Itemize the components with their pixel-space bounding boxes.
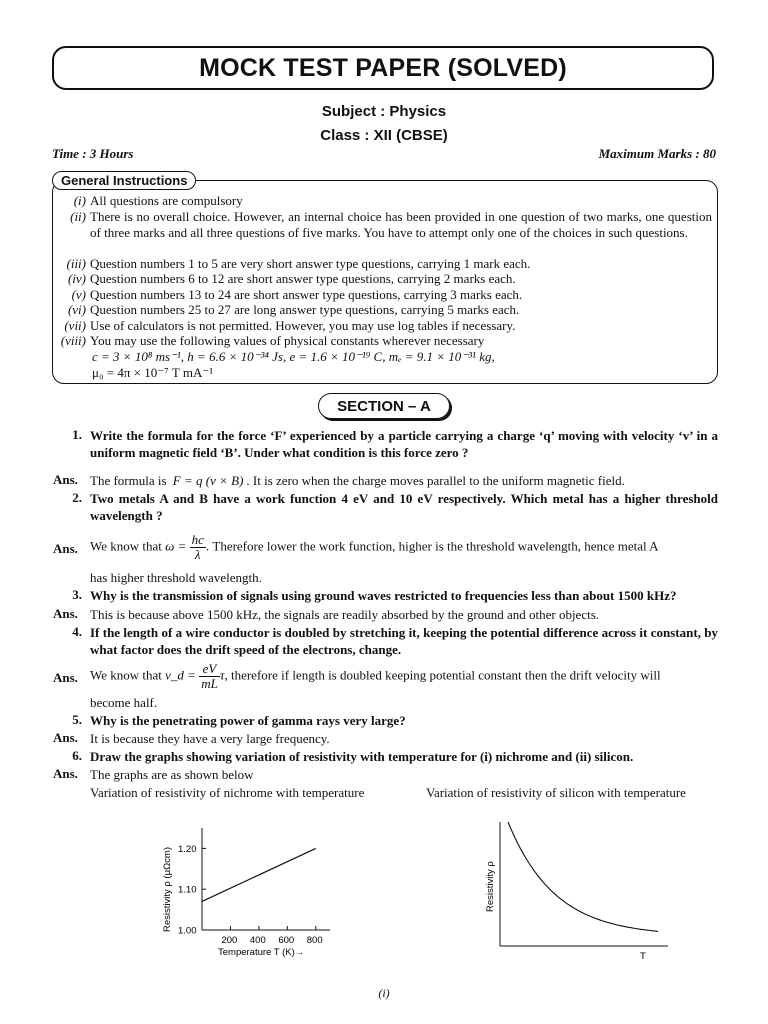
answer-post: . It is zero when the charge moves parallel to the uniform magnetic field. xyxy=(246,473,625,488)
constants-text: c = 3 × 10⁸ ms⁻¹, h = 6.6 × 10⁻³⁴ Js, e = 1.6 × 10⁻¹⁹ C, mₑ = 9.1 × 10⁻³¹ kg, xyxy=(92,349,495,364)
graph-caption-nichrome: Variation of resistivity of nichrome with temperature xyxy=(90,785,365,800)
tau-symbol: τ xyxy=(219,667,225,683)
x-tick-label: 400 xyxy=(249,935,266,946)
instruction-num: (i) xyxy=(73,193,86,208)
fraction-numerator: eV xyxy=(199,662,220,677)
instruction-text: Question numbers 1 to 5 are very short answer type questions, carrying 1 mark each. xyxy=(90,256,531,271)
question-number: 3. xyxy=(72,587,82,602)
instruction-text: Use of calculators is not permitted. However, you may use log tables if necessary. xyxy=(90,318,516,333)
instruction-text: Question numbers 13 to 24 are short answer type questions, carrying 3 marks each. xyxy=(90,287,523,302)
y-axis-label: Resistivity ρ (μΩcm) xyxy=(162,846,173,932)
lorentz-formula: F = q (v × B) xyxy=(172,473,244,488)
question-text: If the length of a wire conductor is doubled by stretching it, keeping the potential difference across it constant, by what factor does the drift speed of the electrons, change. xyxy=(90,625,718,657)
fraction xyxy=(190,533,206,562)
x-tick-label: 600 xyxy=(278,935,295,946)
answer-pre: We know that xyxy=(90,538,162,554)
max-marks-label: Maximum Marks : 80 xyxy=(598,146,716,161)
answer-text: This is because above 1500 kHz, the signals are readily absorbed by the ground and other objects. xyxy=(90,607,600,622)
silicon-series-curve xyxy=(508,822,658,931)
y-tick-label: 1.00 xyxy=(178,925,197,937)
formula-lhs: ω = xyxy=(165,538,187,554)
question-text: Write the formula for the force ‘F’ experienced by a particle carrying a charge ‘q’ moving with velocity ‘v’ in a uniform magnetic field ‘B’. Under what condition is this force zero ? xyxy=(90,428,718,460)
answer-text: The graphs are as shown below xyxy=(90,767,254,782)
answer-continuation: become half. xyxy=(90,695,158,710)
question-text: Two metals A and B have a work function 4 eV and 10 eV respectively. Which metal has a higher threshold wavelength ? xyxy=(90,491,718,523)
answer-pre: The formula is xyxy=(90,473,167,488)
nichrome-resistivity-chart xyxy=(150,820,350,965)
instruction-num: (vii) xyxy=(64,318,86,333)
instruction-text: There is no overall choice. However, an internal choice has been provided in one question of two marks, one question of three marks and all three questions of five marks. You have to attempt only one of the choices in such questions. xyxy=(90,209,712,240)
time-label: Time : 3 Hours xyxy=(52,146,134,161)
answer-text: It is because they have a very large frequency. xyxy=(90,731,330,746)
answer-label: Ans. xyxy=(53,606,78,621)
constants-text: μ₀ = 4π × 10⁻⁷ T mA⁻¹ xyxy=(92,365,214,380)
instruction-num: (iii) xyxy=(66,256,86,271)
answer-label: Ans. xyxy=(53,766,78,781)
question-number: 2. xyxy=(72,490,82,505)
question-number: 4. xyxy=(72,624,82,639)
y-tick-label: 1.20 xyxy=(178,843,197,855)
question-text: Draw the graphs showing variation of resistivity with temperature for (i) nichrome and (ii) silicon. xyxy=(90,749,634,764)
answer-label: Ans. xyxy=(53,541,78,556)
nichrome-series-line xyxy=(202,848,316,901)
answer-label: Ans. xyxy=(53,670,78,685)
x-axis-label: Temperature T (K)→ xyxy=(218,947,305,958)
instruction-text: Question numbers 6 to 12 are short answer type questions, carrying 2 marks each. xyxy=(90,271,516,286)
y-tick-label: 1.10 xyxy=(178,884,197,896)
fraction-denominator: λ xyxy=(194,547,201,562)
answer-text xyxy=(90,662,718,691)
instructions-heading: General Instructions xyxy=(52,171,196,190)
question-text: Why is the transmission of signals using ground waves restricted to frequencies less than about 1500 kHz? xyxy=(90,588,677,603)
fraction xyxy=(199,662,220,691)
x-tick-label: 200 xyxy=(221,935,238,946)
page-title: MOCK TEST PAPER (SOLVED) xyxy=(199,53,567,82)
answer-pre: We know that xyxy=(90,667,162,683)
instruction-num: (vi) xyxy=(67,302,86,317)
answer-text xyxy=(90,472,718,489)
section-heading: SECTION – A xyxy=(318,393,450,419)
page-number: (i) xyxy=(378,986,390,1000)
answer-continuation: has higher threshold wavelength. xyxy=(90,570,262,585)
answer-label: Ans. xyxy=(53,730,78,745)
instruction-num: (viii) xyxy=(60,333,86,348)
question-text: Why is the penetrating power of gamma rays very large? xyxy=(90,713,406,728)
fraction-denominator: mL xyxy=(201,676,218,691)
subject-line: Subject : Physics xyxy=(321,103,447,120)
fraction-numerator: hc xyxy=(191,532,204,547)
answer-post: , therefore if length is doubled keeping potential constant then the drift velocity will xyxy=(224,667,661,683)
instruction-num: (iv) xyxy=(67,271,86,286)
instruction-text: You may use the following values of physical constants wherever necessary xyxy=(90,333,485,348)
instruction-text: Question numbers 25 to 27 are long answer type questions, carrying 5 marks each. xyxy=(90,302,520,317)
class-line: Class : XII (CBSE) xyxy=(320,127,448,144)
y-axis-label: Resistivity ρ xyxy=(485,861,496,912)
question-number: 6. xyxy=(72,748,82,763)
answer-text xyxy=(90,533,718,562)
title-box xyxy=(52,46,714,90)
instruction-text: All questions are compulsory xyxy=(90,193,243,208)
instruction-num: (ii) xyxy=(70,209,86,224)
silicon-resistivity-chart xyxy=(480,820,680,965)
question-number: 1. xyxy=(72,427,82,442)
x-axis-label: T xyxy=(640,951,646,962)
x-tick-label: 800 xyxy=(306,935,323,946)
instruction-num: (v) xyxy=(71,287,86,302)
answer-post: . Therefore lower the work function, higher is the threshold wavelength, hence metal A xyxy=(205,538,659,554)
graph-caption-silicon: Variation of resistivity of silicon with temperature xyxy=(426,785,686,800)
question-number: 5. xyxy=(72,712,82,727)
answer-label: Ans. xyxy=(53,472,78,487)
formula-lhs: v_d = xyxy=(165,667,196,683)
